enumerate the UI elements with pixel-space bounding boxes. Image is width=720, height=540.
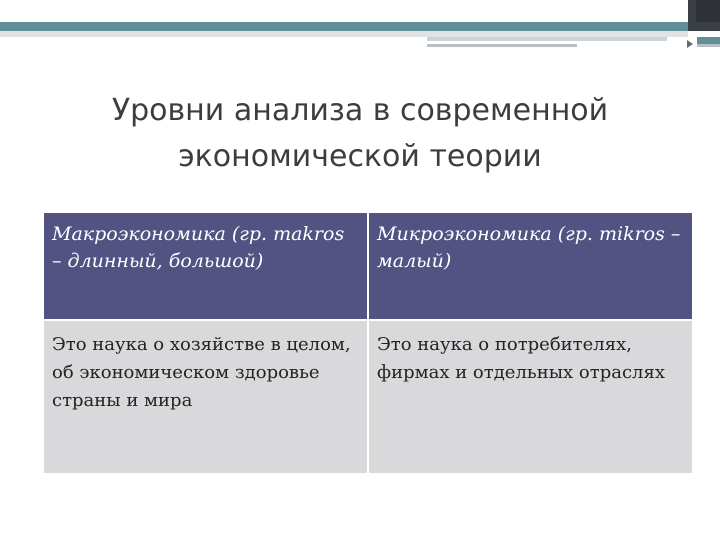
decor-bar-teal-small <box>697 37 720 44</box>
table-cell-micro: Это наука о потребителях, фирмах и отдельных отраслях <box>368 320 692 473</box>
decor-bar-grey-shorter <box>427 44 577 47</box>
table-header-micro: Микроэкономика (гр. mikros – малый) <box>368 213 692 320</box>
decor-bar-dark-inner <box>696 0 720 22</box>
decor-triangle-icon <box>687 40 693 48</box>
decor-bar-teal <box>0 22 688 31</box>
decor-bar-grey-short <box>427 37 667 41</box>
table-header-row <box>44 213 692 320</box>
decor-bar-grey-small <box>697 44 720 47</box>
table-cell-macro: Это наука о хозяйстве в целом, об экономическом здоровье страны и мира <box>44 320 368 473</box>
slide-title: Уровни анализа в современной экономической теории <box>111 93 609 174</box>
table-row <box>44 320 692 473</box>
comparison-table <box>44 213 692 473</box>
table-header-macro: Макроэкономика (гр. makros – длинный, большой) <box>44 213 368 320</box>
